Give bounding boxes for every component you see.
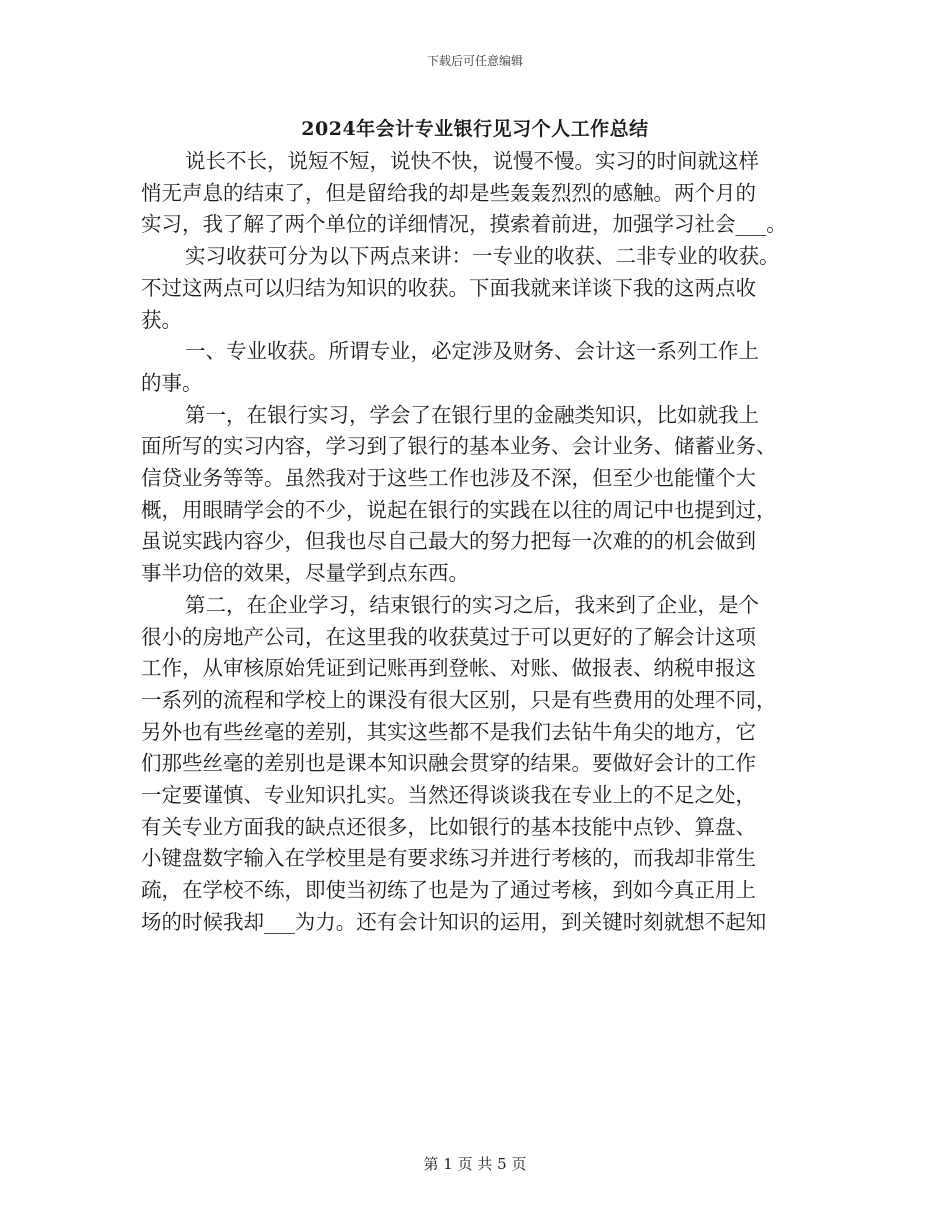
paragraph-line: 疏，在学校不练，即使当初练了也是为了通过考核，到如今真正用上 xyxy=(141,878,756,903)
paragraph-line: 工作，从审核原始凭证到记账再到登帐、对账、做报表、纳税申报这 xyxy=(141,656,756,681)
paragraph-line: 一系列的流程和学校上的课没有很大区别，只是有些费用的处理不同， xyxy=(141,687,777,712)
paragraph-line: 第二，在企业学习，结束银行的实习之后，我来到了企业，是个 xyxy=(185,592,759,617)
paragraph-line: 场的时候我却___为力。还有会计知识的运用，到关键时刻就想不起知 xyxy=(141,909,767,934)
paragraph-line: 虽说实践内容少，但我也尽自己最大的努力把每一次难的的机会做到 xyxy=(141,529,756,554)
paragraph-line: 一定要谨慎、专业知识扎实。当然还得谈谈我在专业上的不足之处， xyxy=(141,783,756,808)
paragraph xyxy=(141,400,809,590)
document-title: 2024年会计专业银行见习个人工作总结 xyxy=(301,118,649,140)
paragraph xyxy=(141,590,809,939)
paragraph-line: 概，用眼睛学会的不少，说起在银行的实践在以往的周记中也提到过， xyxy=(141,497,777,522)
paragraph-line: 有关专业方面我的缺点还很多，比如银行的基本技能中点钞、算盘、 xyxy=(141,814,756,839)
page-header-note: 下载后可任意编辑 xyxy=(426,54,523,68)
paragraph-line: 另外也有些丝毫的差别，其实这些都不是我们去钻牛角尖的地方，它 xyxy=(141,719,756,744)
paragraph-line: 说长不长，说短不短，说快不快，说慢不慢。实习的时间就这样 xyxy=(185,149,759,173)
paragraph xyxy=(141,146,809,241)
paragraph-line: 的事。 xyxy=(141,370,203,395)
paragraph-line: 们那些丝毫的差别也是课本知识融会贯穿的结果。要做好会计的工作 xyxy=(141,751,756,776)
paragraph-line: 获。 xyxy=(141,307,182,332)
paragraph-line: 信贷业务等等。虽然我对于这些工作也涉及不深，但至少也能懂个大 xyxy=(141,466,756,491)
paragraph-line: 第一，在银行实习，学会了在银行里的金融类知识，比如就我上 xyxy=(185,402,759,427)
paragraph-line: 悄无声息的结束了，但是留给我的却是些轰轰烈烈的感触。两个月的 xyxy=(141,180,756,205)
paragraph-line: 小键盘数字输入在学校里是有要求练习并进行考核的，而我却非常生 xyxy=(141,846,756,871)
paragraph-line: 事半功倍的效果，尽量学到点东西。 xyxy=(141,561,469,586)
paragraph-line: 实习，我了解了两个单位的详细情况，摸索着前进，加强学习社会___。 xyxy=(141,212,787,237)
paragraph-line: 一、专业收获。所谓专业，必定涉及财务、会计这一系列工作上 xyxy=(185,339,759,364)
paragraph-line: 不过这两点可以归结为知识的收获。下面我就来详谈下我的这两点收 xyxy=(141,275,756,300)
paragraph xyxy=(141,241,809,336)
paragraph-line: 实习收获可分为以下两点来讲：一专业的收获、二非专业的收获。 xyxy=(185,244,780,269)
paragraph xyxy=(141,336,809,399)
paragraph-line: 面所写的实习内容，学习到了银行的基本业务、会计业务、储蓄业务、 xyxy=(141,434,777,459)
document-body xyxy=(141,146,809,939)
paragraph-line: 很小的房地产公司，在这里我的收获莫过于可以更好的了解会计这项 xyxy=(141,624,756,649)
page-number: 第 1 页 共 5 页 xyxy=(423,1155,527,1173)
